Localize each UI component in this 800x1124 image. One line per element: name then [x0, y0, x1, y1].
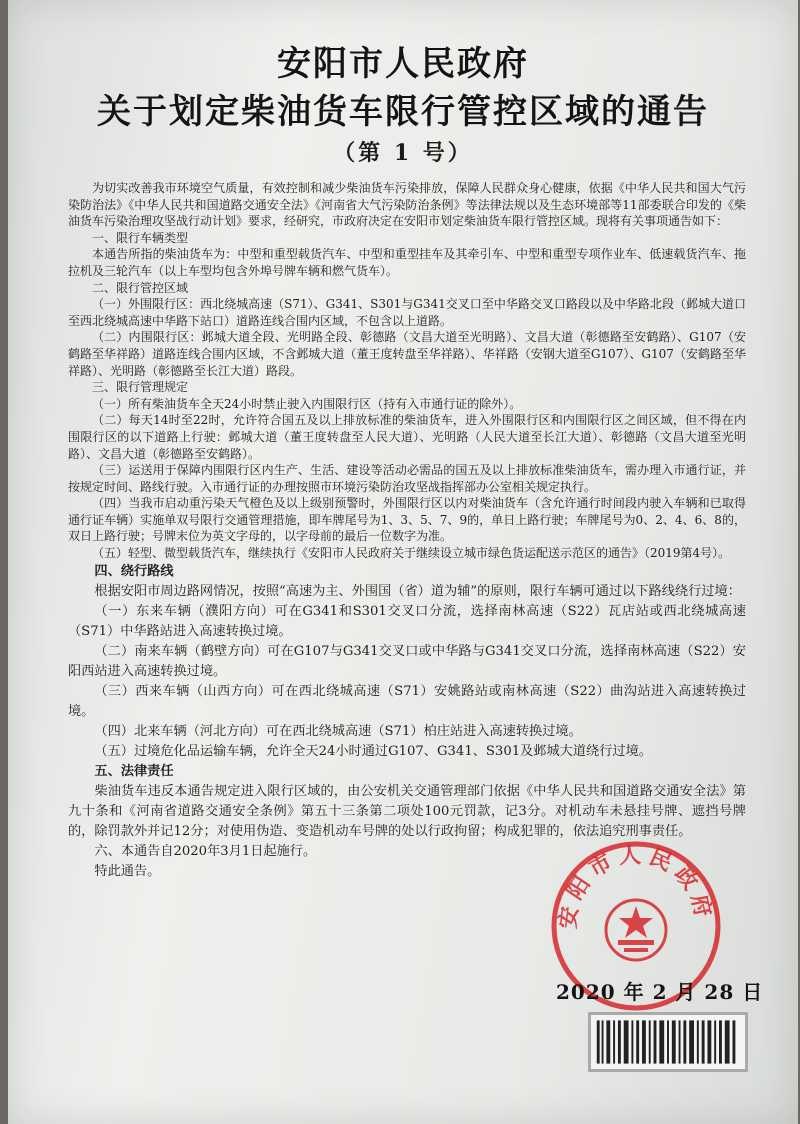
section3-item2: （二）每天14时至22时，允许符合国五及以上排放标准的柴油货车，进入外围限行区和内围限行区之间区域，但不得在内围限行区的以下道路上行驶：邺城大道（董王度转盘至人民大道）、光明路（人民大道至长江大道）、彰德路（文昌大道至光明路）、文昌大道（彰德路至安鹤路）。	[68, 413, 746, 461]
section4-heading: 四、绕行路线	[94, 563, 174, 579]
intro-paragraph: 为切实改善我市环境空气质量，有效控制和减少柴油货车污染排放，保障人民群众身心健康，依据《中华人民共和国大气污染防治法》《中华人民共和国道路交通安全法》《河南省大气污染防治条例》等法律法规以及生态环境部等11部委联合印发的《柴油货车污染治理攻坚战行动计划》要求，经研究，市政府决定在安阳市划定柴油货车限行管控区域。现将有关事项通告如下：	[68, 181, 746, 229]
section3-item1: （一）所有柴油货车全天24小时禁止驶入内围限行区（持有入市通行证的除外）。	[92, 396, 522, 411]
section6-text: 六、本通告自2020年3月1日起施行。	[94, 843, 317, 859]
closing-text: 特此通告。	[94, 863, 161, 879]
section2-heading: 二、限行管控区域	[92, 280, 189, 295]
document-page	[8, 0, 798, 1124]
section2-item1: （一）外围限行区：西北绕城高速（S71）、G341、S301与G341交叉口至中华路交叉口路段以及中华路北段（邺城大道口至西北绕城高速中华路下站口）道路连线合围内区域，不包含以上道路。	[68, 297, 746, 328]
section3-item5: （五）轻型、微型载货汽车，继续执行《安阳市人民政府关于继续设立城市绿色货运配送示范区的通告》（2019第4号）。	[92, 546, 731, 561]
section2-item2: （二）内围限行区：邺城大道全段、光明路全段、彰德路（文昌大道至光明路）、文昌大道（彰德路至安鹤路）、G107（安鹤路至华祥路）道路连线合围内区域，不含邺城大道（董王度转盘至华祥路）、华祥路（安钢大道至G107）、G107（安鹤路至华祥路）、光明路（彰德路至长江大道）路段。	[68, 330, 746, 378]
section3-item4: （四）当我市启动重污染天气橙色及以上级别预警时，外围限行区以内对柴油货车（含允许通行时间段内驶入车辆和已取得通行证车辆）实施单双号限行交通管理措施，即车牌尾号为1、3、5、7、9的，单日上路行驶；车牌尾号为0、2、4、6、8的，双日上路行驶；号牌末位为英文字母的，以字母前的最后一位数字为准。	[68, 496, 746, 544]
section1-text: 本通告所指的柴油货车为：中型和重型载货汽车、中型和重型挂车及其牵引车、中型和重型专项作业车、低速载货汽车、拖拉机及三轮汽车（以上车型均包含外埠号牌车辆和燃气货车）。	[68, 247, 746, 278]
section1-heading: 一、限行车辆类型	[92, 230, 189, 245]
section4-item3: （三）西来车辆（山西方向）可在西北绕城高速（S71）安姚路站或南林高速（S22）曲沟站进入高速转换过境。	[68, 683, 746, 719]
document-number: （第 1 号）	[333, 140, 473, 166]
title-line-1: 安阳市人民政府	[277, 44, 529, 84]
section4-item4: （四）北来车辆（河北方向）可在西北绕城高速（S71）柏庄站进入高速转换过境。	[94, 723, 582, 739]
seal-text: 安阳市人民政府	[555, 843, 717, 931]
section3-heading: 三、限行管理规定	[92, 380, 189, 395]
barcode-image	[588, 1012, 748, 1072]
section4-item5: （五）过境危化品运输车辆，允许全天24小时通过G107、G341、S301及邺城大道绕行过境。	[94, 743, 652, 759]
document-body	[68, 180, 746, 882]
section4-item2: （二）南来车辆（鹤壁方向）可在G107与G341交叉口或中华路与G341交叉口分流，选择南林高速（S22）安阳西站进入高速转换过境。	[68, 643, 746, 679]
section4-item1: （一）东来车辆（濮阳方向）可在G341和S301交叉口分流，选择南林高速（S22）瓦店站或西北绕城高速（S71）中华路站进入高速转换过境。	[68, 603, 746, 639]
emblem-icon	[606, 900, 666, 960]
section3-item3: （三）运送用于保障内围限行区内生产、生活、建设等活动必需品的国五及以上排放标准柴油货车，需办理入市通行证，并按规定时间、路线行驶。入市通行证的办理按照市环境污染防治攻坚战指挥部办公室相关规定执行。	[68, 463, 746, 494]
section5-heading: 五、法律责任	[94, 763, 174, 779]
section4-intro: 根据安阳市周边路网情况，按照“高速为主、外围国（省）道为辅”的原则，限行车辆可通过以下路线绕行过境：	[94, 583, 741, 599]
title-line-2: 关于划定柴油货车限行管控区域的通告	[97, 92, 709, 132]
issue-date: 2020 年 2 月 28 日	[556, 980, 764, 1004]
section5-text: 柴油货车违反本通告规定进入限行区域的，由公安机关交通管理部门依据《中华人民共和国道路交通安全法》第九十条和《河南省道路交通安全条例》第五十三条第二项处100元罚款，记3分。对机动车未悬挂号牌、遮挡号牌的，除罚款外并记12分；对使用伪造、变造机动车号牌的处以行政拘留；构成犯罪的，依法追究刑事责任。	[68, 783, 746, 839]
